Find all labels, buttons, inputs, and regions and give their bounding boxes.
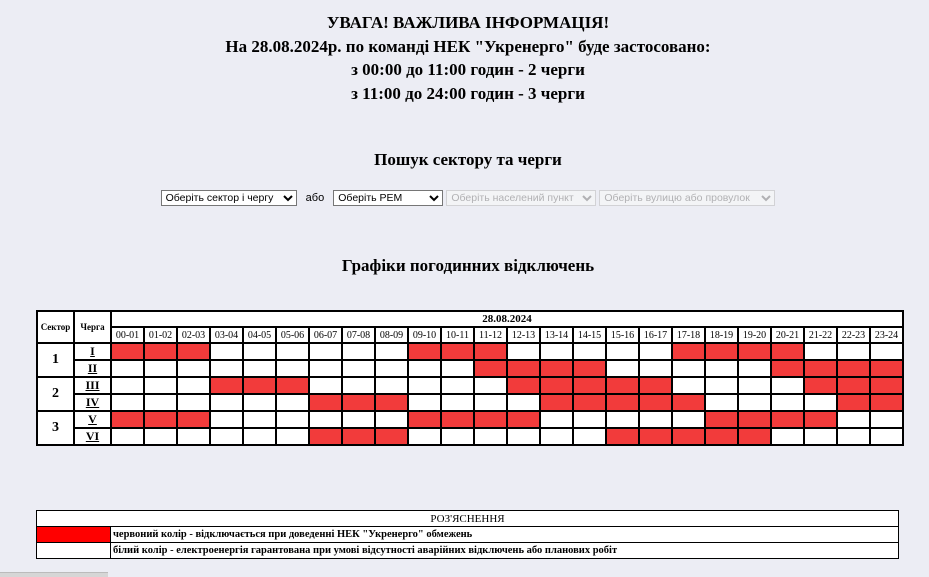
hour-header: 03-04 (210, 327, 243, 343)
notice-period-2: з 11:00 до 24:00 годин - 3 черги (351, 83, 585, 103)
hour-header: 21-22 (804, 327, 837, 343)
power-on-cell (672, 377, 705, 394)
power-on-cell (540, 343, 573, 360)
power-on-cell (276, 394, 309, 411)
schedule-row (37, 394, 903, 411)
outage-cell (771, 360, 804, 377)
power-on-cell (342, 377, 375, 394)
power-on-cell (870, 411, 903, 428)
outage-cell (837, 360, 870, 377)
power-on-cell (276, 343, 309, 360)
power-on-cell (837, 428, 870, 445)
queue-link[interactable]: III (85, 378, 100, 392)
power-on-cell (474, 394, 507, 411)
power-on-cell (375, 360, 408, 377)
power-on-cell (243, 411, 276, 428)
outage-cell (804, 377, 837, 394)
queue-cell (74, 428, 111, 445)
power-on-cell (606, 343, 639, 360)
outage-cell (870, 377, 903, 394)
power-on-cell (705, 360, 738, 377)
power-on-cell (177, 394, 210, 411)
outage-cell (837, 377, 870, 394)
power-on-cell (474, 377, 507, 394)
hour-header: 02-03 (177, 327, 210, 343)
outage-cell (771, 343, 804, 360)
or-label: або (305, 192, 325, 204)
power-on-cell (441, 377, 474, 394)
queue-link[interactable]: VI (85, 429, 100, 443)
schedule-row (37, 411, 903, 428)
notice-headline: УВАГА! ВАЖЛИВА ІНФОРМАЦІЯ! (326, 13, 610, 32)
power-on-cell (441, 360, 474, 377)
outage-cell (144, 343, 177, 360)
outage-cell (111, 343, 144, 360)
outage-cell (738, 411, 771, 428)
power-on-cell (771, 377, 804, 394)
power-on-cell (804, 428, 837, 445)
power-on-cell (573, 411, 606, 428)
power-on-cell (705, 377, 738, 394)
rem-select[interactable] (333, 190, 443, 206)
outage-cell (804, 360, 837, 377)
schedule-body (37, 343, 903, 445)
notice-command: На 28.08.2024р. по команді НЕК "Укренерго" буде застосовано: (225, 36, 711, 56)
power-on-cell (738, 360, 771, 377)
hour-header: 01-02 (144, 327, 177, 343)
power-on-cell (408, 360, 441, 377)
notice-period-1: з 00:00 до 11:00 годин - 2 черги (351, 60, 585, 79)
outage-cell (375, 428, 408, 445)
outage-cell (573, 377, 606, 394)
power-on-cell (441, 394, 474, 411)
power-on-cell (210, 411, 243, 428)
outage-cell (705, 343, 738, 360)
outage-cell (441, 411, 474, 428)
hour-header: 00-01 (111, 327, 144, 343)
outage-cell (606, 377, 639, 394)
power-on-cell (771, 394, 804, 411)
power-on-cell (474, 428, 507, 445)
outage-cell (507, 377, 540, 394)
queue-cell (74, 411, 111, 428)
schedule-row (37, 343, 903, 360)
power-on-cell (276, 428, 309, 445)
outage-cell (177, 343, 210, 360)
hour-header: 09-10 (408, 327, 441, 343)
power-on-cell (639, 360, 672, 377)
power-on-cell (111, 428, 144, 445)
legend-table (36, 510, 899, 559)
outage-cell (672, 428, 705, 445)
outage-cell (639, 377, 672, 394)
queue-cell (74, 360, 111, 377)
horizontal-scrollbar[interactable] (0, 572, 108, 577)
power-on-cell (738, 377, 771, 394)
power-on-cell (243, 343, 276, 360)
outage-cell (474, 360, 507, 377)
schedule-row (37, 377, 903, 394)
power-on-cell (309, 411, 342, 428)
hour-header: 14-15 (573, 327, 606, 343)
power-on-cell (144, 377, 177, 394)
power-on-cell (375, 377, 408, 394)
power-on-cell (177, 428, 210, 445)
search-row (0, 190, 929, 206)
outage-cell (804, 411, 837, 428)
hour-header: 17-18 (672, 327, 705, 343)
power-on-cell (375, 411, 408, 428)
legend-white-swatch (37, 543, 111, 559)
outage-cell (540, 394, 573, 411)
legend-red-text: червоний колір - відключається при доведенні НЕК "Укренерго" обмежень (111, 527, 899, 543)
power-on-cell (309, 360, 342, 377)
outage-cell (606, 428, 639, 445)
power-on-cell (210, 394, 243, 411)
hour-header: 13-14 (540, 327, 573, 343)
power-on-cell (276, 360, 309, 377)
power-on-cell (738, 394, 771, 411)
power-on-cell (870, 343, 903, 360)
outage-cell (738, 428, 771, 445)
outage-cell (870, 360, 903, 377)
power-on-cell (210, 428, 243, 445)
hour-header: 11-12 (474, 327, 507, 343)
power-on-cell (144, 428, 177, 445)
hour-header: 05-06 (276, 327, 309, 343)
outage-cell (210, 377, 243, 394)
search-title: Пошук сектору та черги (374, 150, 562, 169)
outage-cell (870, 394, 903, 411)
power-on-cell (144, 394, 177, 411)
hour-header: 19-20 (738, 327, 771, 343)
sector-label: 3 (37, 411, 74, 445)
notice-block (0, 11, 929, 105)
outage-cell (540, 360, 573, 377)
power-on-cell (177, 377, 210, 394)
power-on-cell (606, 360, 639, 377)
power-on-cell (540, 411, 573, 428)
schedule-row (37, 360, 903, 377)
power-on-cell (672, 360, 705, 377)
outage-cell (375, 394, 408, 411)
hour-header: 16-17 (639, 327, 672, 343)
hour-header: 22-23 (837, 327, 870, 343)
outage-cell (672, 343, 705, 360)
sector-label: 1 (37, 343, 74, 377)
outage-cell (408, 411, 441, 428)
power-on-cell (342, 343, 375, 360)
power-on-cell (639, 343, 672, 360)
queue-link[interactable]: I (90, 344, 95, 358)
power-on-cell (177, 360, 210, 377)
legend-title: РОЗ'ЯСНЕННЯ (37, 511, 899, 527)
power-on-cell (408, 428, 441, 445)
outage-cell (342, 428, 375, 445)
hour-header: 07-08 (342, 327, 375, 343)
outage-cell (276, 377, 309, 394)
power-on-cell (111, 394, 144, 411)
outage-cell (639, 428, 672, 445)
hour-header: 15-16 (606, 327, 639, 343)
queue-cell (74, 343, 111, 360)
power-on-cell (837, 411, 870, 428)
outage-cell (441, 343, 474, 360)
outage-cell (507, 411, 540, 428)
queue-link[interactable]: V (88, 412, 97, 426)
hour-header: 04-05 (243, 327, 276, 343)
power-on-cell (804, 394, 837, 411)
sector-queue-select[interactable] (161, 190, 297, 206)
outage-cell (177, 411, 210, 428)
outage-cell (474, 343, 507, 360)
power-on-cell (441, 428, 474, 445)
power-on-cell (672, 411, 705, 428)
schedule-row (37, 428, 903, 445)
power-on-cell (111, 377, 144, 394)
power-on-cell (507, 428, 540, 445)
outage-cell (672, 394, 705, 411)
street-select[interactable] (599, 190, 775, 206)
outage-cell (309, 394, 342, 411)
hours-row (37, 327, 903, 343)
sector-header: Сектор (37, 311, 74, 343)
power-on-cell (309, 343, 342, 360)
power-on-cell (210, 360, 243, 377)
power-on-cell (243, 428, 276, 445)
outage-cell (573, 394, 606, 411)
outage-cell (243, 377, 276, 394)
sector-label: 2 (37, 377, 74, 411)
power-on-cell (507, 343, 540, 360)
outage-cell (705, 411, 738, 428)
power-on-cell (276, 411, 309, 428)
power-on-cell (342, 411, 375, 428)
queue-cell (74, 394, 111, 411)
outage-cell (771, 411, 804, 428)
power-on-cell (309, 377, 342, 394)
power-on-cell (507, 394, 540, 411)
queue-header: Черга (74, 311, 111, 343)
outage-cell (408, 343, 441, 360)
outage-cell (738, 343, 771, 360)
power-on-cell (870, 428, 903, 445)
power-on-cell (243, 394, 276, 411)
hour-header: 18-19 (705, 327, 738, 343)
hour-header: 10-11 (441, 327, 474, 343)
outage-cell (309, 428, 342, 445)
power-on-cell (606, 411, 639, 428)
hour-header: 20-21 (771, 327, 804, 343)
power-on-cell (639, 411, 672, 428)
power-on-cell (771, 428, 804, 445)
power-on-cell (804, 343, 837, 360)
legend-red-swatch (37, 527, 111, 543)
outage-cell (606, 394, 639, 411)
queue-cell (74, 377, 111, 394)
outage-cell (540, 377, 573, 394)
outage-cell (342, 394, 375, 411)
power-on-cell (705, 394, 738, 411)
power-on-cell (111, 360, 144, 377)
queue-link[interactable]: IV (85, 395, 100, 409)
power-on-cell (375, 343, 408, 360)
hour-header: 06-07 (309, 327, 342, 343)
power-on-cell (342, 360, 375, 377)
outage-cell (507, 360, 540, 377)
hour-header: 23-24 (870, 327, 903, 343)
power-on-cell (573, 428, 606, 445)
power-on-cell (210, 343, 243, 360)
power-on-cell (144, 360, 177, 377)
outage-cell (111, 411, 144, 428)
power-on-cell (243, 360, 276, 377)
outage-cell (474, 411, 507, 428)
outage-cell (573, 360, 606, 377)
power-on-cell (540, 428, 573, 445)
power-on-cell (573, 343, 606, 360)
outage-cell (705, 428, 738, 445)
hour-header: 08-09 (375, 327, 408, 343)
power-on-cell (408, 377, 441, 394)
outage-cell (639, 394, 672, 411)
date-header: 28.08.2024 (111, 311, 903, 327)
settlement-select[interactable] (446, 190, 596, 206)
power-on-cell (837, 343, 870, 360)
schedule-table (36, 310, 904, 446)
schedule-title: Графіки погодинних відключень (341, 256, 595, 275)
outage-cell (144, 411, 177, 428)
hour-header: 12-13 (507, 327, 540, 343)
power-on-cell (408, 394, 441, 411)
queue-link[interactable]: II (87, 361, 98, 375)
legend-white-text: білий колір - електроенергія гарантована при умові відсутності аварійних відключень або планових робіт (111, 543, 899, 559)
outage-cell (837, 394, 870, 411)
